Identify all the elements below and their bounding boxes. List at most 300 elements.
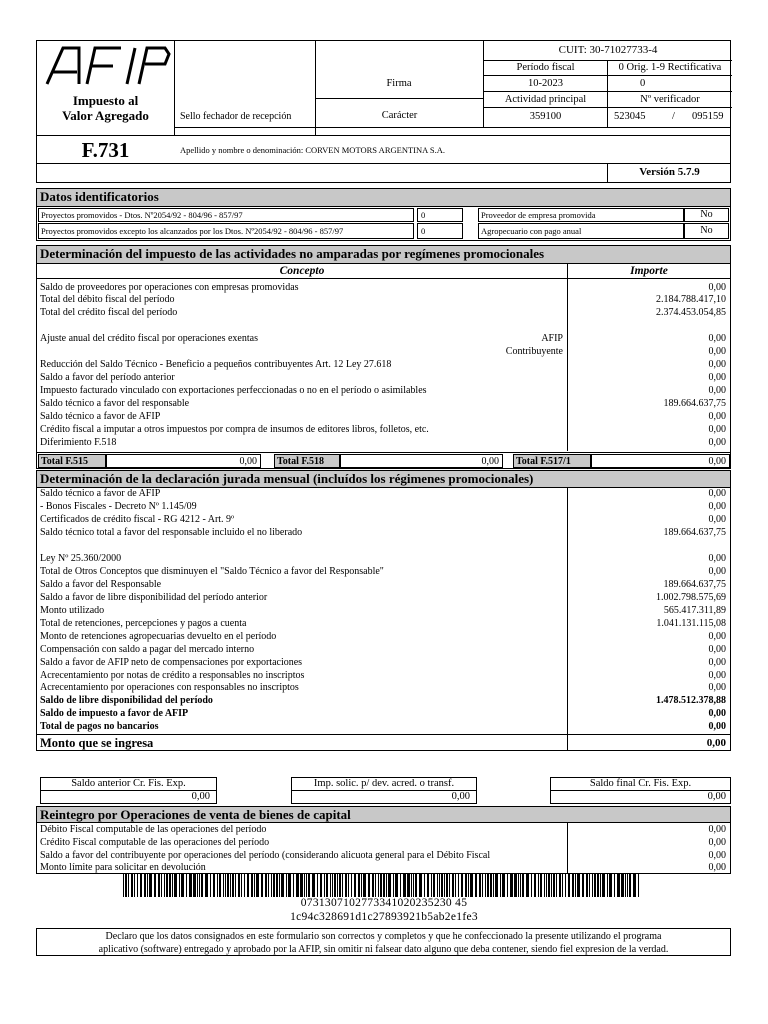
det-row-value: 0,00 — [708, 411, 726, 422]
barcode-bar — [144, 873, 146, 897]
barcode-bar — [582, 873, 584, 897]
dj-row-value: 0,00 — [708, 670, 726, 681]
reintegro-row-label: Saldo a favor del contribuyente por operaciones del período (considerando alicuota general para el Débito Fiscal — [40, 850, 491, 861]
barcode-bar — [433, 873, 435, 897]
det-row-value: 0,00 — [708, 437, 726, 448]
det-row-label: Impuesto facturado vinculado con exportaciones perfeccionadas o no en el período o asimilables — [40, 385, 427, 396]
det-row-value: 0,00 — [708, 385, 726, 396]
dj-row — [37, 643, 730, 656]
det-row-label: Crédito fiscal a imputar a otros impuestos por compra de insumos de editores libros, folletos, etc. — [40, 424, 429, 435]
barcode-bar — [326, 873, 328, 897]
barcode-bar — [607, 873, 608, 897]
dj-row-value: 0,00 — [708, 566, 726, 577]
datos-left-1-label: Proyectos promovidos excepto los alcanzados por los Dtos. Nº2054/92 - 804/96 - 857/97 — [38, 223, 414, 239]
nombre-row — [174, 135, 731, 136]
barcode-bar — [161, 873, 162, 897]
det-row — [37, 436, 730, 449]
col-concepto: Concepto — [37, 264, 568, 279]
sello-bottom-line — [174, 127, 731, 128]
barcode-bar — [288, 873, 291, 897]
monto-value: 0,00 — [706, 737, 726, 749]
reintegro-row-value: 0,00 — [708, 850, 726, 861]
dj-row — [37, 513, 730, 526]
barcode-bar — [147, 873, 148, 897]
barcode-bar — [197, 873, 198, 897]
dj-row-label: Acrecentamiento por operaciones con responsables no inscriptos — [40, 682, 299, 693]
monto-divider — [567, 735, 568, 751]
reintegro-title: Reintegro por Operaciones de venta de bienes de capital — [37, 807, 730, 823]
barcode-bar — [544, 873, 545, 897]
datos-left-0-value: 0 — [417, 208, 463, 222]
dj-row — [37, 487, 730, 500]
barcode-bar — [386, 873, 387, 897]
barcode-bar — [213, 873, 215, 897]
periodo-label: Período fiscal — [484, 61, 608, 76]
barcode-bar — [393, 873, 394, 897]
barcode-bar — [261, 873, 263, 897]
total-f517-label: Total F.517/1 — [513, 454, 591, 468]
reintegro-row-label: Monto límite para solicitar en devolución — [40, 862, 206, 873]
barcode-bar — [217, 873, 218, 897]
nombre-line — [180, 145, 445, 155]
barcode-bar — [575, 873, 576, 897]
barcode-bar — [400, 873, 401, 897]
barcode-bar — [479, 873, 481, 897]
dj-row-value: 0,00 — [708, 644, 726, 655]
barcode-bar — [137, 873, 138, 897]
barcode-bar — [594, 873, 596, 897]
barcode-bar — [589, 873, 590, 897]
det-row-value: 189.664.637,75 — [663, 398, 726, 409]
det-row — [37, 345, 730, 358]
det-row-label: Saldo a favor del período anterior — [40, 372, 175, 383]
barcode-bar — [330, 873, 331, 897]
barcode-bar — [395, 873, 398, 897]
total-f515-value: 0,00 — [106, 454, 261, 468]
barcode-bar — [227, 873, 229, 897]
barcode-bar — [531, 873, 532, 897]
barcode-bar — [205, 873, 208, 897]
verificador-value-1: 523045 — [614, 111, 646, 122]
dj-row-label: Certificados de crédito fiscal - RG 4212 - Art. 9º — [40, 514, 235, 525]
barcode-bar — [312, 873, 315, 897]
barcode-bar — [638, 873, 639, 897]
dj-row — [37, 604, 730, 617]
sello-label: Sello fechador de recepción — [180, 111, 292, 122]
datos-title: Datos identificatorios — [37, 189, 730, 207]
total-f517-value: 0,00 — [591, 454, 730, 468]
barcode-bar — [470, 873, 473, 897]
barcode-bar — [586, 873, 588, 897]
det-row-value: 2.184.788.417,10 — [656, 294, 726, 305]
monto-row — [37, 734, 730, 750]
barcode-bar — [219, 873, 221, 897]
declaracion-texto — [36, 928, 731, 956]
barcode-bar — [125, 873, 127, 897]
dj-row-label: Saldo técnico a favor de AFIP — [40, 488, 161, 499]
dj-row-value: 1.002.798.575,69 — [656, 592, 726, 603]
det-row-label: Reducción del Saldo Técnico - Beneficio a pequeños contribuyentes Art. 12 Ley 27.618 — [40, 359, 392, 370]
barcode-bar — [388, 873, 391, 897]
dj-row — [37, 552, 730, 565]
exp-box-2-value: 0,00 — [550, 790, 731, 804]
barcode-bar — [413, 873, 414, 897]
barcode-bar — [627, 873, 628, 897]
det-row-value: 0,00 — [708, 359, 726, 370]
dj-row — [37, 630, 730, 643]
barcode-bar — [441, 873, 443, 897]
tax-name-line2: Valor Agregado — [62, 108, 149, 123]
barcode-bar — [361, 873, 362, 897]
barcode-bar — [131, 873, 133, 897]
barcode-bar — [551, 873, 552, 897]
afip-logo-icon — [43, 44, 173, 86]
barcode-bar — [276, 873, 278, 897]
barcode-bar — [378, 873, 379, 897]
totals-row — [37, 452, 730, 468]
tax-name — [37, 93, 174, 123]
barcode-bar — [556, 873, 557, 897]
barcode-bar — [199, 873, 200, 897]
det-row — [37, 397, 730, 410]
dj-row-label: Saldo de libre disponibilidad del período — [40, 695, 213, 706]
dj-row — [37, 565, 730, 578]
dj-row-value: 189.664.637,75 — [663, 579, 726, 590]
dj-row — [37, 500, 730, 513]
afip-logo — [43, 44, 173, 86]
det-row — [37, 332, 730, 345]
barcode-icon — [123, 873, 643, 897]
dj-row — [37, 720, 730, 733]
dj-row-value: 1.041.131.115,08 — [656, 618, 726, 629]
barcode-bar — [487, 873, 489, 897]
version-row — [36, 163, 731, 183]
barcode-bar — [526, 873, 529, 897]
verificador-value — [608, 108, 732, 127]
dj-row-label: Saldo a favor del Responsable — [40, 579, 162, 590]
barcode-bar — [210, 873, 211, 897]
dj-row — [37, 707, 730, 720]
barcode-bar — [403, 873, 406, 897]
barcode-bar — [273, 873, 275, 897]
dj-row-value: 0,00 — [708, 721, 726, 732]
det-row-label: Diferimiento F.518 — [40, 437, 117, 448]
dj-row-value: 0,00 — [708, 657, 726, 668]
det-row — [37, 410, 730, 423]
dj-row-label: Saldo a favor de libre disponibilidad del período anterior — [40, 592, 268, 603]
barcode-bar — [572, 873, 574, 897]
barcode-bar — [597, 873, 599, 897]
reintegro-row-value: 0,00 — [708, 837, 726, 848]
barcode-bar — [186, 873, 187, 897]
barcode-bar — [337, 873, 338, 897]
dj-row-label: Total de retenciones, percepciones y pagos a cuenta — [40, 618, 247, 629]
dj-row-value: 0,00 — [708, 488, 726, 499]
barcode-bar — [345, 873, 347, 897]
barcode-bar — [281, 873, 284, 897]
det-row-mid: Contribuyente — [505, 346, 563, 357]
dj-row — [37, 591, 730, 604]
datos-left-1-value: 0 — [417, 223, 463, 239]
det-row-label: Saldo técnico a favor del responsable — [40, 398, 190, 409]
dj-row-label: Total de Otros Conceptos que disminuyen el "Saldo Técnico a favor del Responsable" — [40, 566, 384, 577]
barcode-bar — [465, 873, 467, 897]
det-row-label: Total del crédito fiscal del período — [40, 307, 178, 318]
barcode-bar — [510, 873, 513, 897]
total-f518-value: 0,00 — [340, 454, 503, 468]
barcode-bar — [128, 873, 129, 897]
barcode-bar — [256, 873, 259, 897]
barcode-bar — [614, 873, 615, 897]
barcode-bar — [449, 873, 450, 897]
barcode-bar — [193, 873, 196, 897]
barcode-bar — [568, 873, 570, 897]
dj-row-label: Saldo de impuesto a favor de AFIP — [40, 708, 189, 719]
dj-row — [37, 656, 730, 669]
barcode-bar — [500, 873, 501, 897]
det-row-value: 0,00 — [708, 333, 726, 344]
barcode-bar — [383, 873, 385, 897]
barcode-bar — [475, 873, 477, 897]
datos-right-0-value: No — [684, 208, 729, 222]
barcode-bar — [238, 873, 240, 897]
datos-right-0-label: Proveedor de empresa promovida — [478, 208, 684, 222]
barcode-bar — [375, 873, 376, 897]
barcode-bar — [485, 873, 486, 897]
barcode-bar — [265, 873, 267, 897]
barcode-bar — [230, 873, 231, 897]
firma-box — [315, 41, 483, 98]
exp-box-1-label: Imp. solic. p/ dev. acred. o transf. — [291, 777, 477, 791]
nombre-label: Apellido y nombre o denominación: — [180, 145, 304, 155]
det-row — [37, 358, 730, 371]
barcode-hash: 1c94c328691d1c27893921b5ab2e1fe3 — [290, 911, 478, 923]
verificador-sep: / — [672, 111, 675, 122]
barcode-bar — [538, 873, 539, 897]
barcode-bar — [548, 873, 550, 897]
dj-row — [37, 681, 730, 694]
barcode-bar — [348, 873, 349, 897]
actividad-value: 359100 — [484, 108, 608, 127]
cuit-text: CUIT: 30-71027733-4 — [484, 41, 732, 61]
dj-row-label: Total de pagos no bancarios — [40, 721, 159, 732]
barcode-bar — [154, 873, 156, 897]
barcode-bar — [546, 873, 547, 897]
declaracion-section — [36, 470, 731, 751]
barcode-bar — [444, 873, 445, 897]
barcode-bar — [293, 873, 294, 897]
tax-name-line1: Impuesto al — [72, 93, 139, 108]
barcode-bar — [452, 873, 454, 897]
nombre-value: CORVEN MOTORS ARGENTINA S.A. — [305, 145, 446, 155]
dj-row-label: - Bonos Fiscales - Decreto Nº 1.145/09 — [40, 501, 197, 512]
det-row-value: 0,00 — [708, 282, 726, 293]
dj-row-label: Ley Nº 25.360/2000 — [40, 553, 122, 564]
barcode-bar — [372, 873, 374, 897]
col-importe: Importe — [568, 264, 730, 279]
barcode-bar — [268, 873, 269, 897]
reintegro-row-label: Débito Fiscal computable de las operaciones del período — [40, 824, 267, 835]
barcode-bar — [174, 873, 177, 897]
barcode-bar — [304, 873, 305, 897]
barcode-bar — [458, 873, 459, 897]
barcode-bar — [339, 873, 341, 897]
barcode-bar — [179, 873, 180, 897]
barcode-bar — [169, 873, 171, 897]
declaracion-texto-line2: aplicativo (software) entregado y aprobado por la AFIP, sin omitir ni falsear dato alguno que deba contener, siendo fiel expresion de la verdad. — [98, 944, 669, 955]
dj-row-label: Saldo técnico total a favor del responsable incluido el no liberado — [40, 527, 303, 538]
barcode-bar — [617, 873, 620, 897]
orig-value: 0 — [608, 76, 732, 92]
barcode-bar — [625, 873, 626, 897]
datos-section — [36, 188, 731, 241]
barcode-bar — [520, 873, 521, 897]
datos-right-1-label: Agropecuario con pago anual — [478, 223, 684, 239]
datos-right-1-value: No — [684, 223, 729, 239]
barcode-bar — [565, 873, 566, 897]
det-row-value: 0,00 — [708, 372, 726, 383]
det-row-label: Saldo de proveedores por operaciones con empresas promovidas — [40, 282, 299, 293]
barcode-bar — [342, 873, 343, 897]
barcode-bar — [633, 873, 636, 897]
det-row-label: Total del débito fiscal del período — [40, 294, 175, 305]
barcode-bar — [600, 873, 601, 897]
firma-label: Firma — [386, 78, 412, 89]
barcode-bar — [522, 873, 524, 897]
barcode-bar — [254, 873, 255, 897]
barcode-bar — [411, 873, 412, 897]
barcode-bar — [380, 873, 382, 897]
dj-row-label: Compensación con saldo a pagar del mercado interno — [40, 644, 255, 655]
monto-label: Monto que se ingresa — [40, 736, 154, 750]
barcode-bar — [158, 873, 160, 897]
dj-row — [37, 694, 730, 707]
verificador-value-2: 095159 — [692, 111, 724, 122]
barcode-bar — [495, 873, 498, 897]
exp-box-1-value: 0,00 — [291, 790, 477, 804]
barcode-bar — [461, 873, 463, 897]
barcode-bar — [134, 873, 135, 897]
barcode-bar — [358, 873, 360, 897]
dj-row — [37, 526, 730, 539]
barcode-bar — [363, 873, 366, 897]
reintegro-row — [37, 823, 730, 836]
cuit-grid — [483, 41, 731, 127]
barcode-bar — [609, 873, 612, 897]
barcode-bar — [431, 873, 432, 897]
barcode-bar — [490, 873, 492, 897]
barcode-bar — [164, 873, 165, 897]
header-divider-left — [174, 41, 175, 135]
barcode-bar — [534, 873, 536, 897]
det-row — [37, 306, 730, 319]
dj-row-label: Acrecentamiento por notas de crédito a responsables no inscriptos — [40, 670, 305, 681]
barcode-bar — [562, 873, 563, 897]
barcode-bar — [518, 873, 519, 897]
reintegro-row-value: 0,00 — [708, 824, 726, 835]
dj-row-value: 0,00 — [708, 682, 726, 693]
barcode-bar — [232, 873, 234, 897]
barcode-bar — [181, 873, 184, 897]
determinacion-title: Determinación del impuesto de las actividades no amparadas por regímenes promocionales — [37, 246, 730, 264]
dj-row-value: 1.478.512.378,88 — [656, 695, 726, 706]
barcode-bar — [324, 873, 325, 897]
dj-row-label: Saldo a favor de AFIP neto de compensaciones por exportaciones — [40, 657, 303, 668]
barcode-bar — [482, 873, 483, 897]
barcode-bar — [235, 873, 236, 897]
dj-row-value: 189.664.637,75 — [663, 527, 726, 538]
dj-row-value: 0,00 — [708, 631, 726, 642]
barcode-bar — [514, 873, 517, 897]
barcode-bar — [300, 873, 303, 897]
barcode-bar — [201, 873, 203, 897]
dj-row-label: Monto utilizado — [40, 605, 105, 616]
barcode-bar — [507, 873, 508, 897]
barcode-bar — [368, 873, 370, 897]
reintegro-row-value: 0,00 — [708, 862, 726, 873]
barcode-bar — [241, 873, 242, 897]
barcode-bar — [502, 873, 505, 897]
barcode-bar — [334, 873, 336, 897]
barcode-bar — [351, 873, 352, 897]
barcode-bar — [446, 873, 448, 897]
barcode-bar — [577, 873, 580, 897]
barcode-bar — [407, 873, 410, 897]
det-row — [37, 371, 730, 384]
version-text: Versión 5.7.9 — [607, 164, 731, 182]
barcode-bar — [455, 873, 456, 897]
barcode-bar — [629, 873, 631, 897]
barcode-bar — [602, 873, 605, 897]
actividad-label: Actividad principal — [484, 92, 608, 108]
det-row-mid: AFIP — [541, 333, 563, 344]
barcode-bar — [308, 873, 310, 897]
det-row — [37, 293, 730, 306]
det-row — [37, 384, 730, 397]
form-code: F.731 — [37, 135, 174, 164]
caracter-label: Carácter — [315, 98, 483, 135]
periodo-value: 10-2023 — [484, 76, 608, 92]
barcode-bar — [592, 873, 593, 897]
barcode-bar — [559, 873, 561, 897]
barcode-bar — [540, 873, 542, 897]
form-header — [36, 40, 731, 164]
det-row-value: 2.374.453.054,85 — [656, 307, 726, 318]
barcode-bar — [332, 873, 333, 897]
barcode-bar — [296, 873, 299, 897]
barcode-bar — [493, 873, 494, 897]
det-row — [37, 423, 730, 436]
dj-row — [37, 578, 730, 591]
declaracion-title: Determinación de la declaración jurada mensual (incluídos los régimenes promocionales) — [37, 471, 730, 488]
orig-label: 0 Orig. 1-9 Rectificativa — [608, 61, 732, 76]
det-row-value: 0,00 — [708, 346, 726, 357]
barcode-bar — [279, 873, 280, 897]
dj-row — [37, 617, 730, 630]
dj-row-value: 0,00 — [708, 553, 726, 564]
exp-box-0-value: 0,00 — [40, 790, 217, 804]
reintegro-row-label: Crédito Fiscal computable de las operaciones del período — [40, 837, 270, 848]
barcode-bar — [271, 873, 272, 897]
exp-box-2-label: Saldo final Cr. Fis. Exp. — [550, 777, 731, 791]
determinacion-section — [36, 245, 731, 469]
barcode-bar — [123, 873, 124, 897]
barcode-bar — [247, 873, 249, 897]
barcode-bar — [317, 873, 318, 897]
barcode-bar — [189, 873, 192, 897]
exp-box-0-label: Saldo anterior Cr. Fis. Exp. — [40, 777, 217, 791]
det-row-label: Saldo técnico a favor de AFIP — [40, 411, 161, 422]
